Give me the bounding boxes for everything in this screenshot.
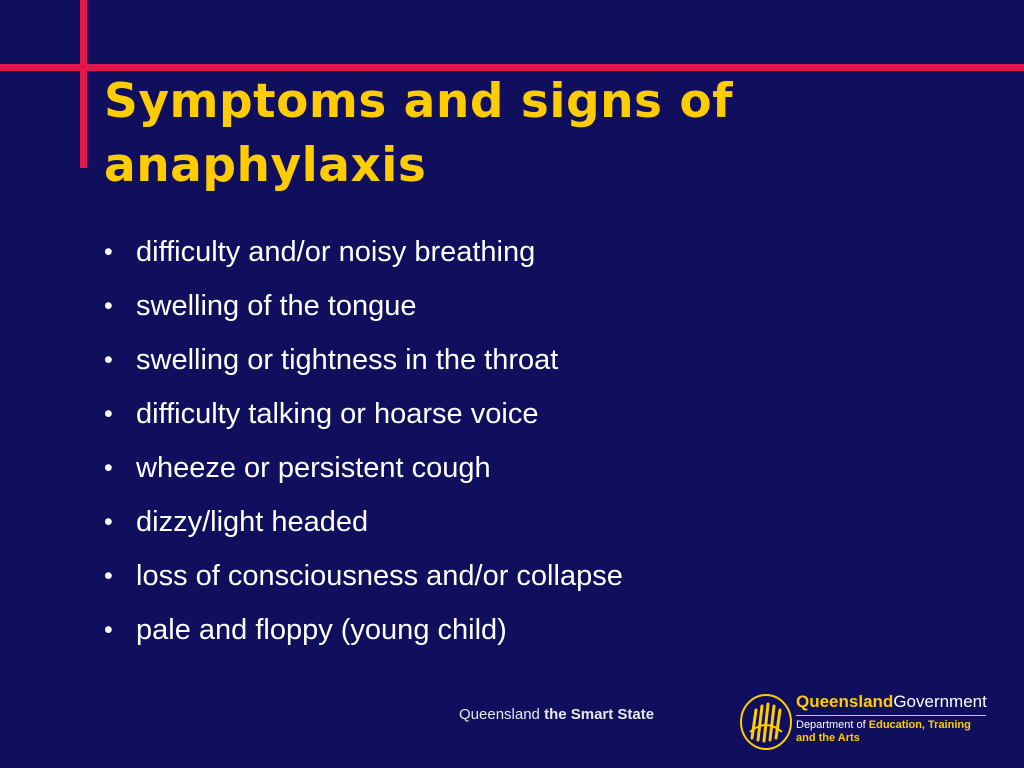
logo-name <box>796 692 987 712</box>
logo-name-rest: Government <box>893 692 987 711</box>
accent-rule-vertical <box>80 0 87 168</box>
list-item <box>104 500 623 554</box>
bullet-text: difficulty talking or hoarse voice <box>136 398 539 430</box>
list-item <box>104 608 623 662</box>
dept-prefix: Department of <box>796 719 866 731</box>
bullet-list <box>104 230 623 662</box>
tagline-strong: the Smart State <box>544 706 655 723</box>
bullet-text: dizzy/light headed <box>136 506 369 538</box>
footer-tagline <box>459 706 654 723</box>
bullet-text: wheeze or persistent cough <box>136 452 491 484</box>
queensland-government-logo <box>738 688 988 754</box>
logo-name-bold: Queensland <box>796 692 894 711</box>
bullet-text: pale and floppy (young child) <box>136 614 507 646</box>
bullet-icon: • <box>104 616 113 644</box>
bullet-text: difficulty and/or noisy breathing <box>136 236 536 268</box>
list-item <box>104 230 623 284</box>
dept-bold-2: and the Arts <box>796 732 860 744</box>
logo-department <box>796 719 986 745</box>
bullet-icon: • <box>104 292 113 320</box>
bullet-icon: • <box>104 400 113 428</box>
list-item <box>104 338 623 392</box>
bullet-icon: • <box>104 562 113 590</box>
bullet-icon: • <box>104 238 113 266</box>
list-item <box>104 446 623 500</box>
bullet-text: swelling or tightness in the throat <box>136 344 559 376</box>
dept-bold-1: Education, Training <box>868 719 971 731</box>
bullet-text: loss of consciousness and/or collapse <box>136 560 623 592</box>
bullet-icon: • <box>104 346 113 374</box>
bullet-icon: • <box>104 454 113 482</box>
queensland-government-crest-icon <box>738 688 794 754</box>
bullet-text: swelling of the tongue <box>136 290 417 322</box>
logo-divider <box>796 715 986 716</box>
list-item <box>104 284 623 338</box>
list-item <box>104 392 623 446</box>
bullet-icon: • <box>104 508 113 536</box>
tagline-prefix: Queensland <box>459 706 540 723</box>
slide-title: Symptoms and signs of anaphylaxis <box>104 74 734 193</box>
list-item <box>104 554 623 608</box>
